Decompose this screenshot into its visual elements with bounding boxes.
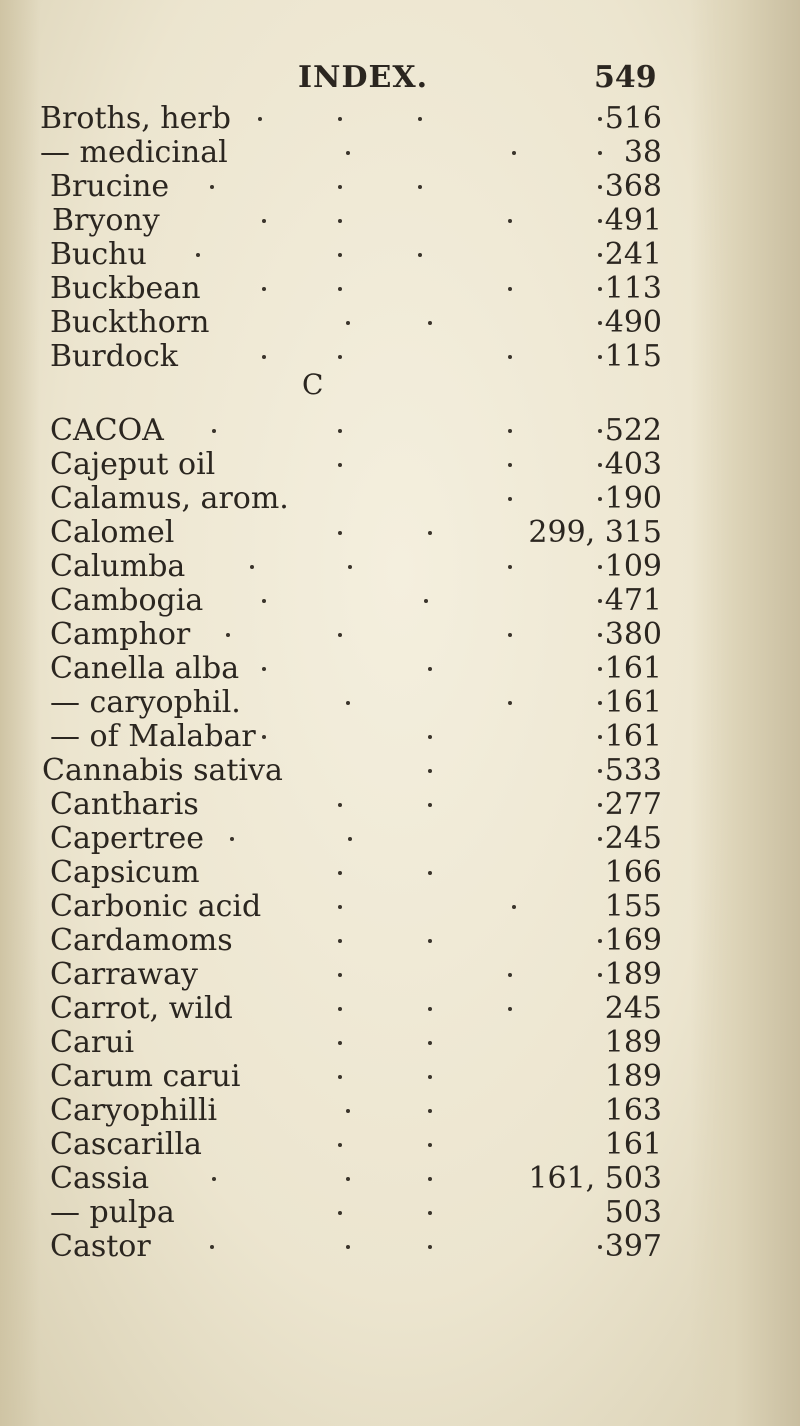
- entry-term: Broths, herb: [40, 101, 231, 136]
- index-entry: [0, 102, 800, 136]
- leader-dots: [0, 686, 800, 720]
- entry-term: Canella alba: [50, 651, 240, 686]
- entry-term: CACOA: [50, 413, 164, 448]
- leader-dots: [0, 306, 800, 340]
- entry-pages: 189: [604, 1025, 662, 1060]
- index-entry: [0, 1128, 800, 1162]
- section-c: [0, 368, 800, 404]
- leader-dots: [0, 1230, 800, 1264]
- entry-term: Cambogia: [50, 583, 204, 618]
- entry-term: Cajeput oil: [50, 447, 216, 482]
- index-entry: [0, 958, 800, 992]
- entry-term: Capertree: [50, 821, 205, 856]
- entry-term: — pulpa: [50, 1195, 175, 1230]
- page-number: 549: [594, 60, 657, 95]
- entry-pages: 245: [604, 991, 662, 1026]
- entry-term: Castor: [50, 1229, 151, 1264]
- index-entry: [0, 340, 800, 374]
- section-letter: C: [302, 368, 324, 401]
- index-entry: [0, 170, 800, 204]
- index-entry: [0, 924, 800, 958]
- entry-term: Buckthorn: [50, 305, 210, 340]
- entry-pages: 516: [604, 101, 662, 136]
- index-entry: [0, 720, 800, 754]
- leader-dots: [0, 924, 800, 958]
- index-entry: [0, 1230, 800, 1264]
- entry-pages: 522: [604, 413, 662, 448]
- entry-term: Carui: [50, 1025, 135, 1060]
- index-entry: [0, 306, 800, 340]
- leader-dots: [0, 652, 800, 686]
- leader-dots: [0, 238, 800, 272]
- entry-term: Buchu: [50, 237, 147, 272]
- entry-pages: 38: [623, 135, 662, 170]
- entry-term: Cardamoms: [50, 923, 233, 958]
- entry-pages: 161: [604, 1127, 662, 1162]
- entry-term: Camphor: [50, 617, 191, 652]
- index-entry: [0, 516, 800, 550]
- entry-pages: 115: [604, 339, 662, 374]
- leader-dots: [0, 136, 800, 170]
- page-title: INDEX.: [298, 60, 429, 95]
- entry-pages: 189: [604, 1059, 662, 1094]
- entry-pages: 471: [604, 583, 662, 618]
- entry-pages: 368: [604, 169, 662, 204]
- entry-pages: 166: [604, 855, 662, 890]
- entry-term: Brucine: [50, 169, 170, 204]
- entry-pages: 403: [604, 447, 662, 482]
- leader-dots: [0, 170, 800, 204]
- entry-pages: 397: [604, 1229, 662, 1264]
- entry-term: Cannabis sativa: [42, 753, 283, 788]
- leader-dots: [0, 1026, 800, 1060]
- leader-dots: [0, 272, 800, 306]
- leader-dots: [0, 584, 800, 618]
- leader-dots: [0, 1162, 800, 1196]
- entry-pages: 503: [604, 1195, 662, 1230]
- entry-pages: 161: [604, 651, 662, 686]
- index-entry: [0, 788, 800, 822]
- leader-dots: [0, 204, 800, 238]
- entry-pages: 161, 503: [528, 1161, 662, 1196]
- leader-dots: [0, 618, 800, 652]
- entry-term: Capsicum: [50, 855, 200, 890]
- entry-pages: 163: [604, 1093, 662, 1128]
- leader-dots: [0, 822, 800, 856]
- entry-term: — of Malabar: [50, 719, 256, 754]
- leader-dots: [0, 482, 800, 516]
- leader-dots: [0, 890, 800, 924]
- index-entry: [0, 686, 800, 720]
- index-entry: [0, 1196, 800, 1230]
- leader-dots: [0, 516, 800, 550]
- leader-dots: [0, 754, 800, 788]
- entry-term: Carrot, wild: [50, 991, 233, 1026]
- index-entry: [0, 992, 800, 1026]
- entry-pages: 155: [604, 889, 662, 924]
- index-entry: [0, 272, 800, 306]
- leader-dots: [0, 340, 800, 374]
- entry-pages: 491: [604, 203, 662, 238]
- entry-pages: 277: [604, 787, 662, 822]
- index-entry: [0, 1094, 800, 1128]
- entry-pages: 169: [604, 923, 662, 958]
- entry-pages: 190: [604, 481, 662, 516]
- entry-term: Burdock: [50, 339, 178, 374]
- page-header: [0, 60, 800, 100]
- leader-dots: [0, 958, 800, 992]
- entry-pages: 533: [604, 753, 662, 788]
- index-entry: [0, 618, 800, 652]
- entry-term: Calomel: [50, 515, 175, 550]
- entry-pages: 380: [604, 617, 662, 652]
- index-entry: [0, 856, 800, 890]
- leader-dots: [0, 414, 800, 448]
- leader-dots: [0, 856, 800, 890]
- entry-pages: 189: [604, 957, 662, 992]
- entry-term: — caryophil.: [50, 685, 241, 720]
- leader-dots: [0, 448, 800, 482]
- leader-dots: [0, 1060, 800, 1094]
- index-entry: [0, 754, 800, 788]
- index-entry: [0, 890, 800, 924]
- index-entry: [0, 584, 800, 618]
- leader-dots: [0, 1128, 800, 1162]
- entry-pages: 109: [604, 549, 662, 584]
- entry-term: Cassia: [50, 1161, 150, 1196]
- entry-term: Cantharis: [50, 787, 199, 822]
- entry-pages: 161: [604, 685, 662, 720]
- entry-pages: 299, 315: [528, 515, 662, 550]
- entry-term: Cascarilla: [50, 1127, 202, 1162]
- entry-term: Caryophilli: [50, 1093, 218, 1128]
- index-entry: [0, 414, 800, 448]
- entry-term: Bryony: [52, 203, 160, 238]
- entry-term: Calumba: [50, 549, 186, 584]
- index-entry: [0, 1026, 800, 1060]
- index-entry: [0, 238, 800, 272]
- leader-dots: [0, 720, 800, 754]
- leader-dots: [0, 992, 800, 1026]
- index-entry: [0, 448, 800, 482]
- entry-term: Calamus, arom.: [50, 481, 289, 516]
- leader-dots: [0, 1094, 800, 1128]
- entry-pages: 245: [604, 821, 662, 856]
- entry-pages: 241: [604, 237, 662, 272]
- leader-dots: [0, 1196, 800, 1230]
- entry-term: Carbonic acid: [50, 889, 262, 924]
- index-entry: [0, 822, 800, 856]
- entry-pages: 161: [604, 719, 662, 754]
- entry-pages: 113: [604, 271, 662, 306]
- entry-term: Carum carui: [50, 1059, 241, 1094]
- entry-term: — medicinal: [40, 135, 228, 170]
- index-entry: [0, 550, 800, 584]
- leader-dots: [0, 788, 800, 822]
- index-entry: [0, 652, 800, 686]
- entry-term: Carraway: [50, 957, 198, 992]
- index-entry: [0, 1060, 800, 1094]
- leader-dots: [0, 102, 800, 136]
- index-entry: [0, 1162, 800, 1196]
- entry-pages: 490: [604, 305, 662, 340]
- index-entry: [0, 136, 800, 170]
- index-entry: [0, 204, 800, 238]
- index-entry: [0, 482, 800, 516]
- entry-term: Buckbean: [50, 271, 201, 306]
- leader-dots: [0, 550, 800, 584]
- index-entries: [0, 102, 800, 1264]
